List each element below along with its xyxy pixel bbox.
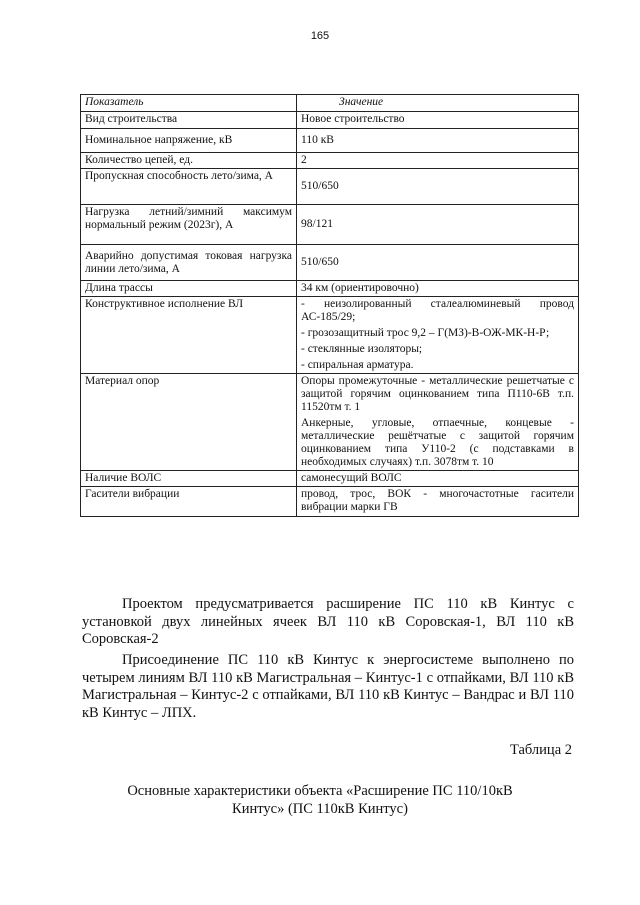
row-value: 510/650 [297,245,579,281]
row-value-list [297,297,579,374]
insulators-line: - стеклянные изоляторы; [301,343,423,355]
row-value: 2 [297,153,579,169]
anchor-supports: Анкерные, угловые, отпаечные, концевые - металлические решётчатые с защитой горячим оцинкованием типа У110-2 (с подставками в необходимых случаях) т.п. 3078тм т. 10 [301,417,574,468]
row-value: 510/650 [297,169,579,205]
row-param: Материал опор [81,374,297,471]
row-value: 110 кВ [297,129,579,153]
row-param: Длина трассы [81,281,297,297]
table-row [81,205,579,245]
table-row [81,129,579,153]
table-header-row [81,95,579,112]
table-row [81,281,579,297]
row-value: Новое строительство [297,112,579,129]
table-row [81,297,579,374]
row-param: Гасители вибрации [81,487,297,517]
fittings-line: - спиральная арматура. [301,359,414,371]
row-value: 98/121 [297,205,579,245]
table-row [81,153,579,169]
row-value: 34 км (ориентировочно) [297,281,579,297]
table-row [81,169,579,205]
row-value-list [297,374,579,471]
page-number: 165 [310,30,330,42]
table-row [81,112,579,129]
table-row [81,471,579,487]
row-param: Пропускная способность лето/зима, А [81,169,297,205]
intermediate-supports: Опоры промежуточные - металлические решетчатые с защитой горячим оцинкованием типа П110-6В т.п. 11520тм т. 1 [301,375,574,413]
row-param: Нагрузка летний/зимний максимум нормальный режим (2023г), А [81,205,297,245]
header-value: Значение [297,95,579,112]
table-caption: Основные характеристики объекта «Расширение ПС 110/10кВ Кинтус» (ПС 110кВ Кинтус) [127,783,513,817]
conductor-line: - неизолированный сталеалюминевый провод АС-185/29; [301,298,574,323]
row-param: Номинальное напряжение, кВ [81,129,297,153]
paragraph-connection: Присоединение ПС 110 кВ Кинтус к энергосистеме выполнено по четырем линиям ВЛ 110 кВ Магистральная – Кинтус-1 с отпайками, ВЛ 110 кВ Магистральная – Кинтус-2 с отпайками, ВЛ 110 кВ Кинтус – Вандрас и ВЛ 110 кВ Кинтус – ЛПХ. [82,652,574,721]
table-row [81,374,579,471]
table-row [81,487,579,517]
table-row [81,245,579,281]
row-value: провод, трос, ВОК - многочастотные гасители вибрации марки ГВ [297,487,579,517]
row-param: Вид строительства [81,112,297,129]
paragraph-expansion: Проектом предусматривается расширение ПС 110 кВ Кинтус с установкой двух линейных ячеек ВЛ 110 кВ Соровская-1, ВЛ 110 кВ Соровская-2 [82,596,574,647]
row-param: Аварийно допустимая токовая нагрузка линии лето/зима, А [81,245,297,281]
row-value: самонесущий ВОЛС [297,471,579,487]
characteristics-table [80,94,579,517]
row-param: Количество цепей, ед. [81,153,297,169]
table-label: Таблица 2 [509,742,572,758]
header-param: Показатель [81,95,297,112]
row-param: Наличие ВОЛС [81,471,297,487]
row-param: Конструктивное исполнение ВЛ [81,297,297,374]
ground-wire-line: - грозозащитный трос 9,2 – Г(МЗ)-В-ОЖ-МК-Н-Р; [301,327,550,339]
